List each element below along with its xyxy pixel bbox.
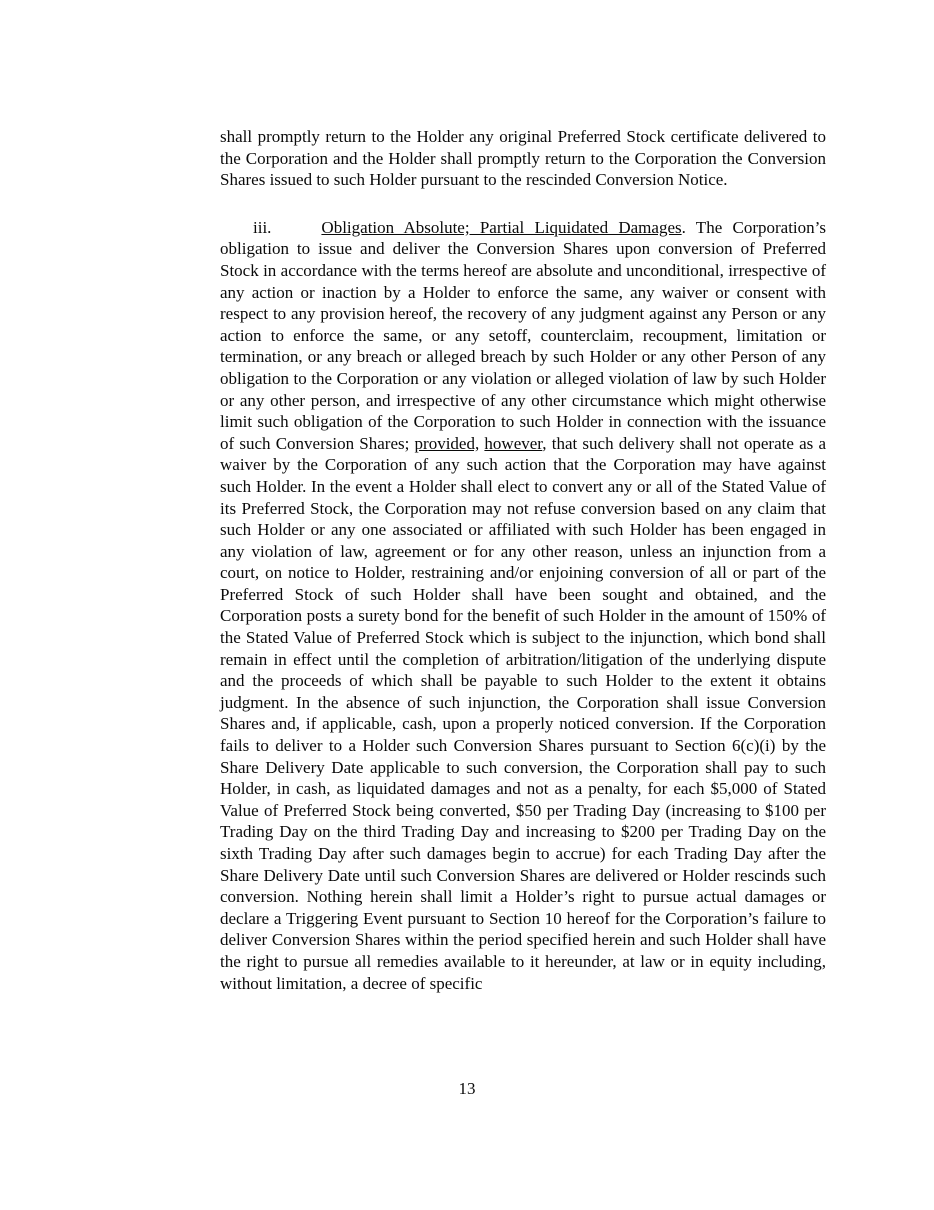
text-run: . The Corporation’s obligation to issue and deliver the Conversion Shares upon conversion of Preferred Stock in accordance with the terms hereof are absolute and unconditional, irrespective of any action or inaction by a Holder to enforce the same, any waiver or consent with respect to any provision hereof, the recovery of any judgment against any Person or any action to enforce the same, or any setoff, counterclaim, recoupment, limitation or termination, or any breach or alleged breach by such Holder or any other Person of any obligation to the Corporation or any violation or alleged violation of law by such Holder or any other person, and irrespective of any other circumstance which might otherwise limit such obligation of the Corporation to such Holder in connection with the issuance of such Conversion Shares; [220,217,826,453]
body-paragraph [220,217,826,994]
underlined-text: provided, [414,433,480,453]
page-number: 13 [458,1079,476,1098]
text-run: iii. [253,217,272,237]
underlined-text: however [484,433,543,453]
body-paragraph [220,126,826,191]
underlined-text: Obligation Absolute; Partial Liquidated Damages [321,217,682,237]
text-run: shall promptly return to the Holder any original Preferred Stock certificate delivered to the Corporation and the Holder shall promptly return to the Corporation the Conversion Shares issued to such Holder pursuant to the rescinded Conversion Notice. [220,127,826,190]
text-run: , that such delivery shall not operate as a waiver by the Corporation of any such action that the Corporation may have against such Holder. In the event a Holder shall elect to convert any or all of the Stated Value of its Preferred Stock, the Corporation may not refuse conversion based on any claim that such Holder or any one associated or affiliated with such Holder has been engaged in any violation of law, agreement or for any other reason, unless an injunction from a court, on notice to Holder, restraining and/or enjoining conversion of all or part of the Preferred Stock of such Holder shall have been sought and obtained, and the Corporation posts a surety bond for the benefit of such Holder in the amount of 150% of the Stated Value of Preferred Stock which is subject to the injunction, which bond shall remain in effect until the completion of arbitration/litigation of the underlying dispute and the proceeds of which shall be payable to such Holder to the extent it obtains judgment. In the absence of such injunction, the Corporation shall issue Conversion Shares and, if applicable, cash, upon a properly noticed conversion. If the Corporation fails to deliver to a Holder such Conversion Shares pursuant to Section 6(c)(i) by the Share Delivery Date applicable to such conversion, the Corporation shall pay to such Holder, in cash, as liquidated damages and not as a penalty, for each $5,000 of Stated Value of Preferred Stock being converted, $50 per Trading Day (increasing to $100 per Trading Day on the third Trading Day and increasing to $200 per Trading Day on the sixth Trading Day after such damages begin to accrue) for each Trading Day after the Share Delivery Date until such Conversion Shares are delivered or Holder rescinds such conversion. Nothing herein shall limit a Holder’s right to pursue actual damages or declare a Triggering Event pursuant to Section 10 hereof for the Corporation’s failure to deliver Conversion Shares within the period specified herein and such Holder shall have the right to pursue all remedies available to it hereunder, at law or in equity including, without limitation, a decree of specific [220,433,826,993]
document-body [220,126,826,994]
